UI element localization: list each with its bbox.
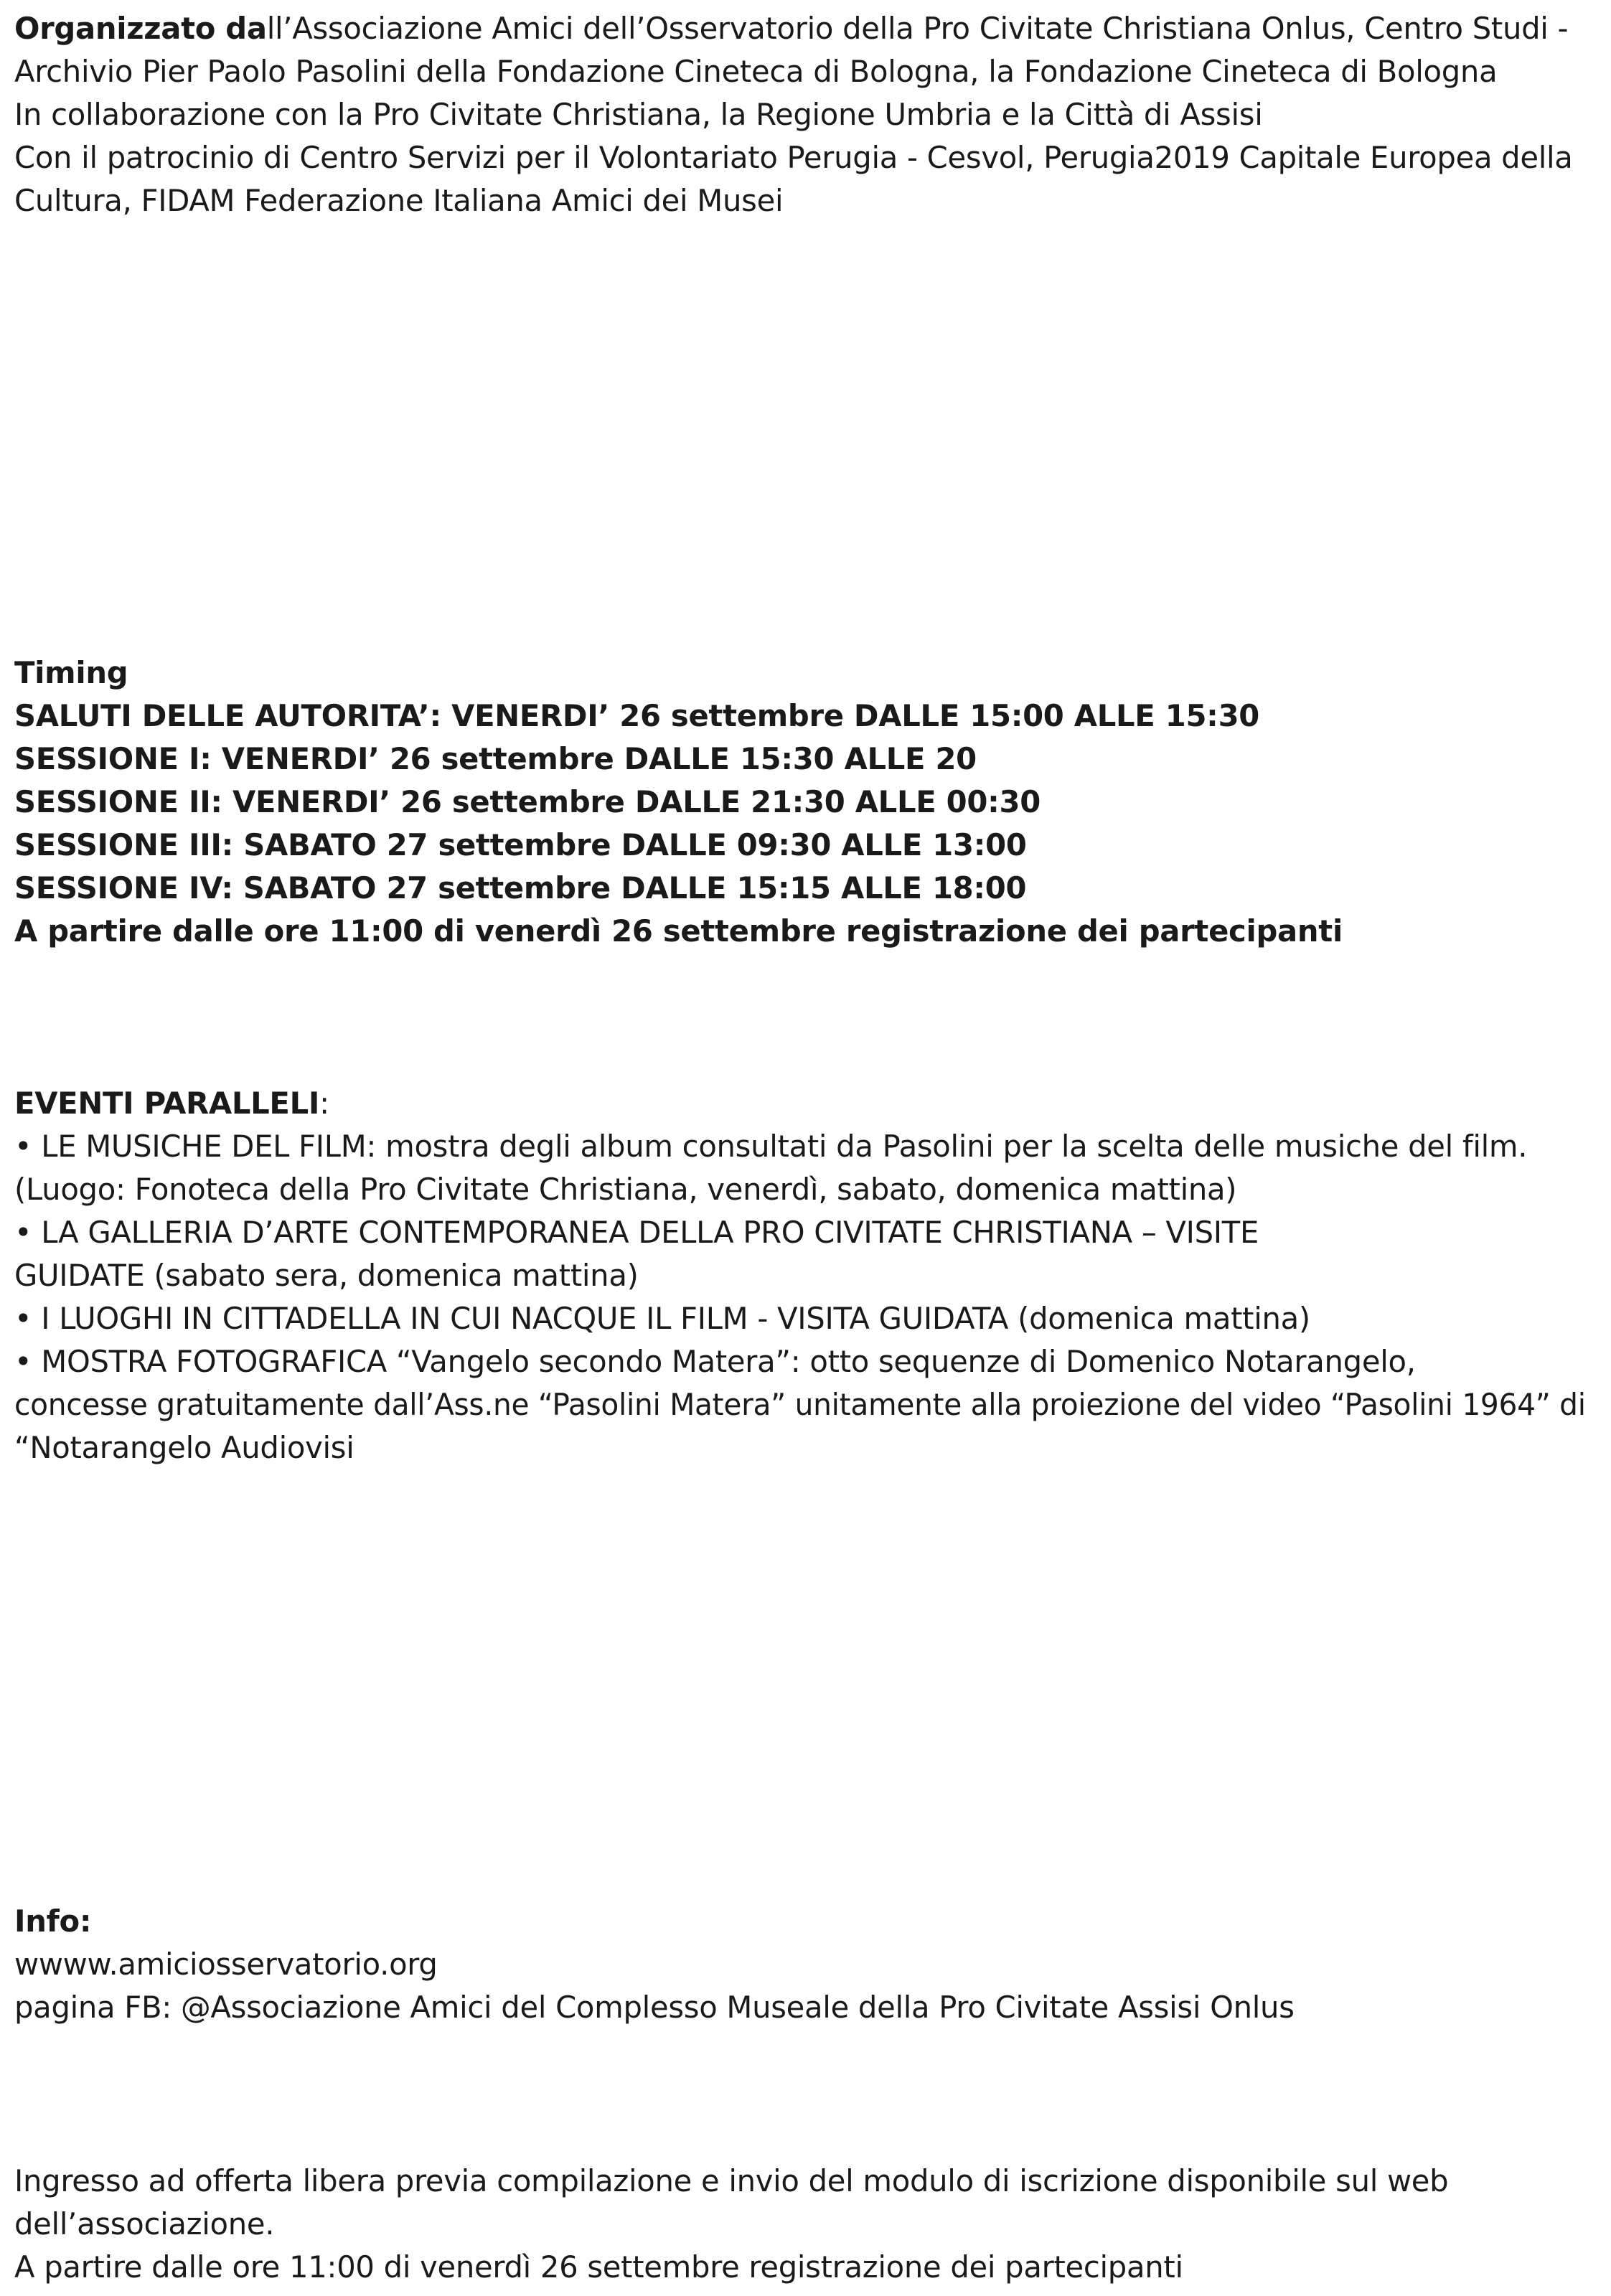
timing-row: SESSIONE III: SABATO 27 settembre DALLE 09:30 ALLE 13:00 — [14, 827, 1027, 862]
timing-title: Timing — [14, 655, 128, 690]
organizers-lead: Organizzato da — [14, 11, 267, 46]
entry-section — [14, 2160, 1597, 2289]
events-list-item: • I LUOGHI IN CITTADELLA IN CUI NACQUE IL FILM - VISITA GUIDATA (domenica mattina) — [14, 1301, 1310, 1336]
patronage-line-1: Con il patrocinio di Centro Servizi per il Volontariato Perugia - Cesvol, Perugia2019 Capitale Europea della — [14, 140, 1573, 175]
events-list-item: (Luogo: Fonoteca della Pro Civitate Christiana, venerdì, sabato, domenica mattina) — [14, 1172, 1237, 1207]
events-list-item: • LE MUSICHE DEL FILM: mostra degli album consultati da Pasolini per la scelta delle musiche del film. — [14, 1129, 1528, 1164]
timing-row: SESSIONE II: VENERDI’ 26 settembre DALLE 21:30 ALLE 00:30 — [14, 784, 1041, 819]
entry-line-1: Ingresso ad offerta libera previa compilazione e invio del modulo di iscrizione disponibile sul web — [14, 2163, 1449, 2198]
organizers-line-2: Archivio Pier Paolo Pasolini della Fondazione Cineteca di Bologna, la Fondazione Cineteca di Bologna — [14, 54, 1498, 89]
entry-registration-line: A partire dalle ore 11:00 di venerdì 26 settembre registrazione dei partecipanti — [14, 2249, 1183, 2285]
timing-section — [14, 651, 1597, 953]
collaboration-line: In collaborazione con la Pro Civitate Christiana, la Regione Umbria e la Città di Assisi — [14, 97, 1263, 132]
events-list-item: GUIDATE (sabato sera, domenica mattina) — [14, 1258, 639, 1293]
events-title-colon: : — [319, 1086, 329, 1121]
organizers-section — [14, 7, 1597, 222]
organizers-line-1 — [14, 7, 1586, 50]
entry-line-2: dell’associazione. — [14, 2206, 275, 2241]
timing-row: SALUTI DELLE AUTORITA’: VENERDI’ 26 settembre DALLE 15:00 ALLE 15:30 — [14, 698, 1260, 733]
info-section — [14, 1900, 1597, 2029]
organizers-line-1-rest: ll’Associazione Amici dell’Osservatorio della Pro Civitate Christiana Onlus, Centro Studi - — [266, 11, 1569, 46]
facebook-page: pagina FB: @Associazione Amici del Complesso Museale della Pro Civitate Assisi Onlus — [14, 1990, 1295, 2025]
events-title: EVENTI PARALLELI — [14, 1086, 320, 1121]
parallel-events-section — [14, 1082, 1597, 1469]
timing-registration-row: A partire dalle ore 11:00 di venerdì 26 settembre registrazione dei partecipanti — [14, 913, 1343, 949]
events-list-item: “Notarangelo Audiovisi — [14, 1430, 354, 1465]
events-title-line — [14, 1082, 1586, 1125]
events-list-item: • MOSTRA FOTOGRAFICA “Vangelo secondo Matera”: otto sequenze di Domenico Notarangelo, — [14, 1344, 1416, 1379]
patronage-line-2: Cultura, FIDAM Federazione Italiana Amici dei Musei — [14, 183, 784, 218]
events-list-item: concesse gratuitamente dall’Ass.ne “Pasolini Matera” unitamente alla proiezione del video “Pasolini 1964” di — [14, 1387, 1586, 1422]
events-list-item: • LA GALLERIA D’ARTE CONTEMPORANEA DELLA PRO CIVITATE CHRISTIANA – VISITE — [14, 1215, 1259, 1250]
info-title: Info: — [14, 1904, 92, 1939]
timing-row: SESSIONE IV: SABATO 27 settembre DALLE 15:15 ALLE 18:00 — [14, 870, 1027, 905]
timing-row: SESSIONE I: VENERDI’ 26 settembre DALLE 15:30 ALLE 20 — [14, 741, 977, 776]
website-link[interactable]: wwww.amiciosservatorio.org — [14, 1947, 438, 1982]
